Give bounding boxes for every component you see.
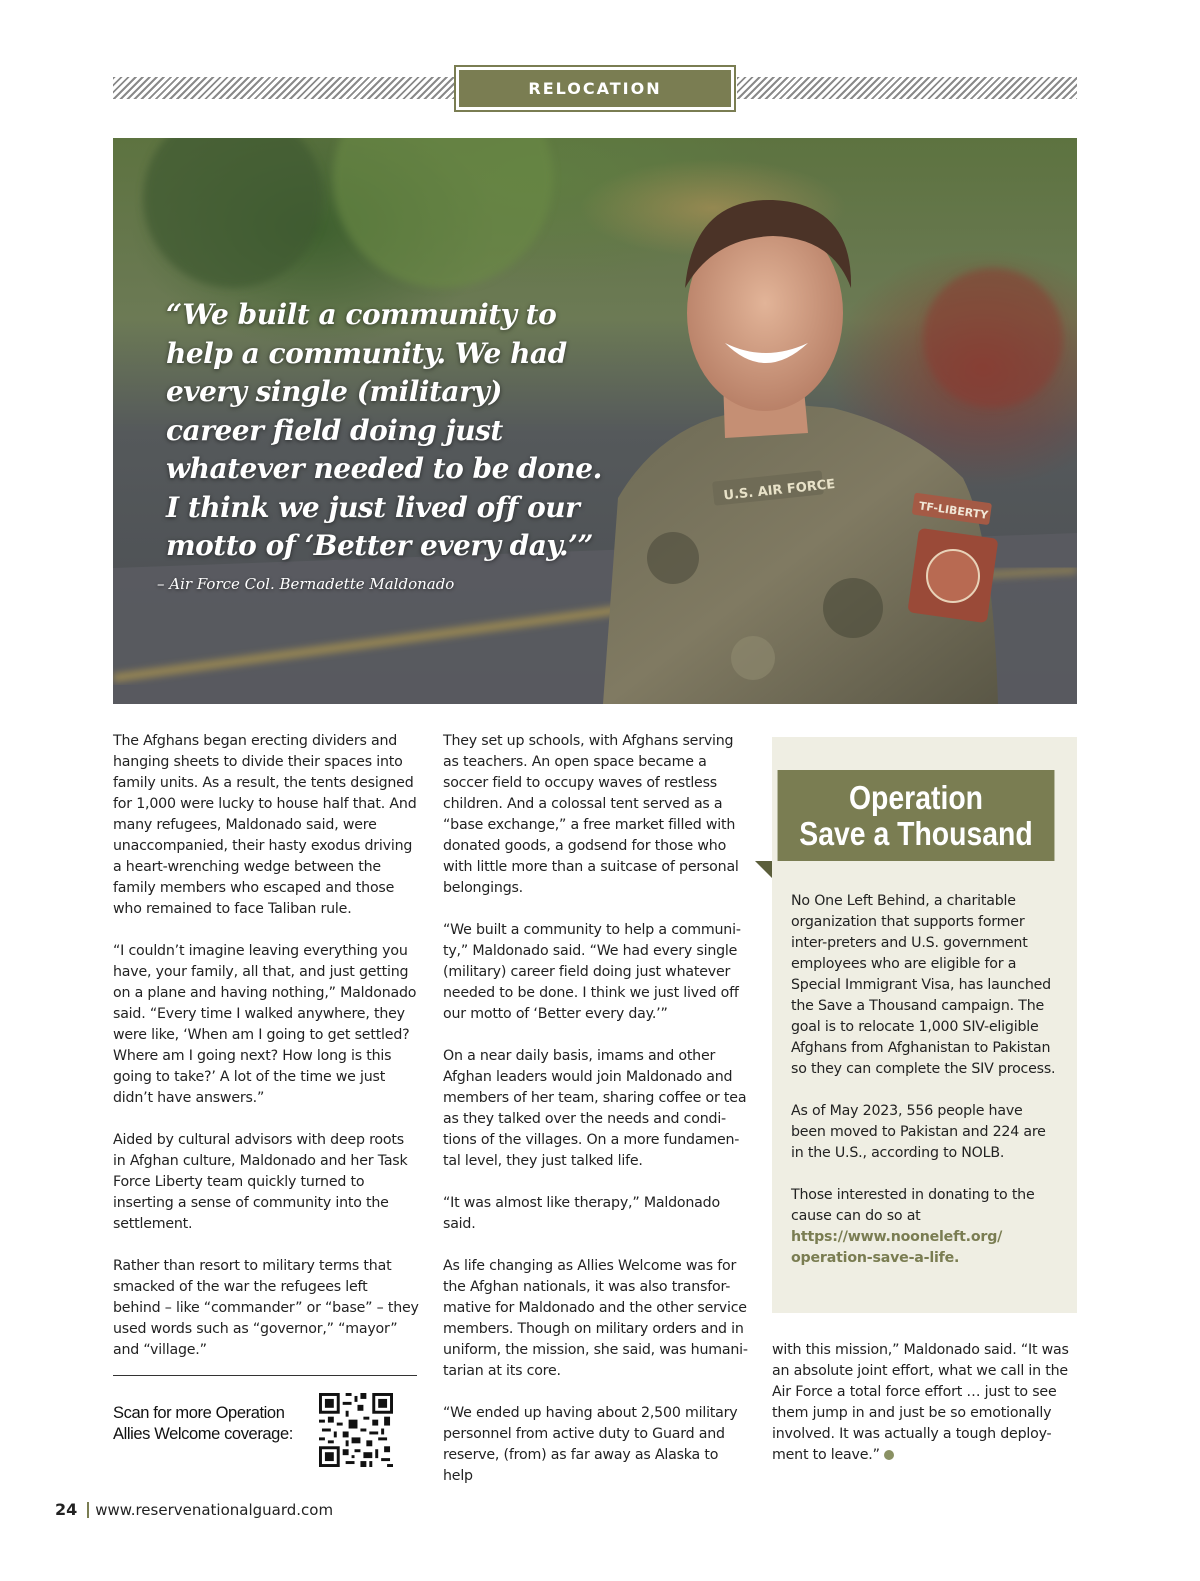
- scan-callout: [113, 1403, 303, 1445]
- end-of-story-icon: [884, 1450, 894, 1460]
- ribbon-fold: [755, 861, 772, 878]
- pull-quote: [166, 296, 626, 566]
- scan-text-line: Scan for more Operation: [113, 1404, 285, 1422]
- quote-line: whatever needed to be done.: [166, 452, 602, 485]
- section-label: RELOCATION: [459, 70, 731, 107]
- header-hatch-right: [737, 77, 1077, 99]
- donation-link-continued[interactable]: operation-save-a-life.: [791, 1250, 960, 1266]
- quote-attribution: – Air Force Col. Bernadette Maldonado: [157, 575, 455, 593]
- sidebar-donate-text: Those interested in donating to the cause can do so at: [791, 1187, 1035, 1224]
- quote-line: motto of ‘Better every day.’”: [166, 529, 594, 562]
- article-column-2: [443, 731, 749, 1508]
- paragraph: Rather than resort to military terms that smacked of the war the refugees left behind – like “commander” or “base” – they used words such as “governor,” “mayor” and “village.”: [113, 1258, 419, 1358]
- sidebar-title: [778, 770, 1055, 861]
- article-column-3: [772, 1340, 1072, 1466]
- header-hatch-left: [113, 77, 455, 99]
- qr-code-icon[interactable]: [319, 1393, 393, 1467]
- sidebar-title-line: Save a Thousand: [799, 814, 1033, 852]
- quote-line: help a community. We had: [166, 336, 567, 370]
- footer-separator: [87, 1502, 89, 1518]
- sidebar-title-line: Operation: [848, 778, 984, 816]
- quote-line: I think we just lived off our: [166, 490, 580, 524]
- article-column-1: [113, 731, 419, 1382]
- quote-line: “We built a community to: [166, 298, 557, 331]
- quote-line: every single (military): [166, 375, 502, 408]
- footer-website[interactable]: www.reservenationalguard.com: [95, 1501, 334, 1519]
- quote-line: career field doing just: [166, 413, 503, 447]
- sidebar-paragraph: As of May 2023, 556 people have been moved to Pakistan and 224 are in the U.S., according to NOLB.: [791, 1103, 1046, 1161]
- divider: [113, 1375, 417, 1376]
- paragraph: As life changing as Allies Welcome was for the Afghan nationals, it was also transfor-mative for Maldonado and the other service members. Though on military orders and in uniform, the mission, she said, was humani-tarian at its core.: [443, 1258, 748, 1379]
- sidebar-paragraph: [791, 1185, 1061, 1269]
- paragraph: “We ended up having about 2,500 military personnel from active duty to Guard and reserve, (from) as far away as Alaska to help: [443, 1405, 738, 1484]
- paragraph: “It was almost like therapy,” Maldonado said.: [443, 1195, 720, 1232]
- paragraph: with this mission,” Maldonado said. “It was an absolute joint effort, what we call in the Air Force a total force effort … just to see them jump in and just be so emotionally involved. It was actually a tough deploy-ment to leave.”: [772, 1342, 1069, 1463]
- shoulder-tab-text: TF-LIBERTY: [918, 499, 989, 522]
- paragraph: On a near daily basis, imams and other Afghan leaders would join Maldonado and members of her team, sharing coffee or tea as they talked over the needs and condi-tions of the villages. On a more fundamen-tal level, they just talked life.: [443, 1048, 747, 1169]
- donation-link[interactable]: https://www.nooneleft.org/: [791, 1229, 1003, 1245]
- paragraph: Aided by cultural advisors with deep roots in Afghan culture, Maldonado and her Task Force Liberty team quickly turned to inserting a sense of community into the settlement.: [113, 1132, 408, 1232]
- hero-photo: [113, 138, 1077, 704]
- sidebar-paragraph: No One Left Behind, a charitable organization that supports former inter-preters and U.S. government employees who are eligible for a Special Immigrant Visa, has launched the Save a Thousand campaign. The goal is to relocate 1,000 SIV-eligible Afghans from Afghanistan to Pakistan so they can complete the SIV process.: [791, 893, 1056, 1077]
- paragraph: They set up schools, with Afghans serving as teachers. An open space became a soccer field to occupy waves of restless children. And a colossal tent served as a “base exchange,” a free market filled with donated goods, a godsend for those who with little more than a suitcase of personal belongings.: [443, 733, 739, 896]
- paragraph: The Afghans began erecting dividers and hanging sheets to divide their spaces into family units. As a result, the tents designed for 1,000 were lucky to house half that. And many refugees, Maldonado said, were unaccompanied, their hasty exodus driving a heart-wrenching wedge between the family members who escaped and those who remained to face Taliban rule.: [113, 733, 417, 917]
- sidebar-body: [791, 891, 1061, 1290]
- page-number: 24: [55, 1500, 78, 1519]
- page-footer: [55, 1500, 333, 1519]
- scan-text-line: Allies Welcome coverage:: [113, 1425, 293, 1443]
- name-tape-text: U.S. AIR FORCE: [722, 477, 836, 504]
- paragraph: “I couldn’t imagine leaving everything you have, your family, all that, and just getting on a plane and having nothing,” Maldonado said. “Every time I walked anywhere, they were like, ‘When am I going to get settled? Where am I going next? How long is this going to take?’ A lot of the time we just didn’t have answers.”: [113, 943, 417, 1106]
- paragraph: “We built a community to help a communi-ty,” Maldonado said. “We had every single (military) career field doing just whatever needed to be done. I think we just lived off our motto of ‘Better every day.’”: [443, 922, 741, 1022]
- section-tag: [454, 65, 736, 112]
